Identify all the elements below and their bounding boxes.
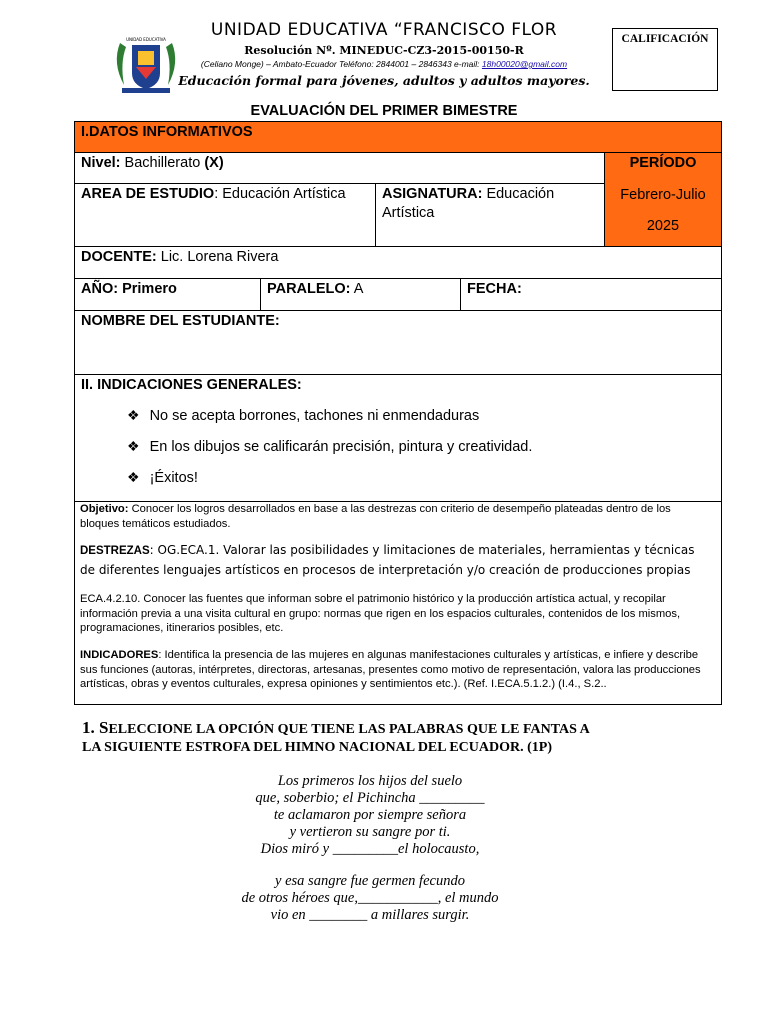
periodo-cell xyxy=(604,152,722,247)
area-cell xyxy=(74,183,376,247)
skills-label: DESTREZAS xyxy=(80,545,150,557)
periodo-label: PERÍODO xyxy=(629,155,697,171)
nivel-label: Nivel: xyxy=(81,155,121,171)
nivel-mark: (X) xyxy=(204,155,224,171)
objective-label: Objetivo: xyxy=(80,503,129,515)
indicators-label: INDICADORES xyxy=(80,649,159,661)
contact-text: (Celiano Monge) – Ambato-Ecuador Teléfono: 2844001 – 2846343 e-mail: xyxy=(200,59,482,69)
poem-stanza-1 xyxy=(0,773,740,858)
logo-text: UNIDAD EDUCATIVA xyxy=(126,37,166,42)
school-logo xyxy=(110,33,182,95)
indicators-text: : Identifica la presencia de las mujeres en algunas manifestaciones culturales y artísticas, e infiere y describe sus funciones (autoras, intérpretes, directoras, artesanas, presentes como motivo de representación, valora las producciones artísticas, obras y eventos culturales, expresa opiniones y sentimientos etc.). (Ref. I.ECA.5.1.2.) (I.4., S.2.. xyxy=(80,649,701,690)
asignatura-cell xyxy=(375,183,605,247)
indication-item: ❖ En los dibujos se calificarán precisión, pintura y creatividad. xyxy=(127,437,532,457)
paralelo-cell xyxy=(260,278,461,311)
indication-item: ❖ No se acepta borrones, tachones ni enmendaduras xyxy=(127,406,479,426)
poem-line: de otros héroes que,___________, el mundo xyxy=(241,890,499,906)
indicators-paragraph xyxy=(80,648,710,692)
periodo-value: Febrero-Julio xyxy=(620,187,706,203)
question-text-line1: ELECCIONE LA OPCIÓN QUE TIENE LAS PALABRAS QUE LE FANTAS A xyxy=(108,722,590,737)
question-1 xyxy=(82,719,702,757)
indication-item: ❖ ¡Éxitos! xyxy=(127,468,198,488)
fecha-cell: FECHA: xyxy=(460,278,722,311)
nivel-value: Bachillerato xyxy=(120,155,205,171)
skills-paragraph xyxy=(80,541,710,580)
section-title-info: I.DATOS INFORMATIVOS xyxy=(74,121,722,153)
nivel-cell xyxy=(74,152,605,184)
poem-line: vio en ________ a millares surgir. xyxy=(270,907,470,923)
poem-line: Los primeros los hijos del suelo xyxy=(277,773,463,789)
evaluation-title: EVALUACIÓN DEL PRIMER BIMESTRE xyxy=(250,103,518,119)
grade-label: CALIFICACIÓN xyxy=(621,33,709,45)
asignatura-value: Educación Artística xyxy=(382,186,555,221)
anio-cell: AÑO: Primero xyxy=(74,278,261,311)
school-name: UNIDAD EDUCATIVA “FRANCISCO FLOR xyxy=(210,20,558,40)
paralelo-label: PARALELO: xyxy=(267,281,351,297)
poem-line: y vertieron su sangre por ti. xyxy=(289,824,451,840)
poem-line: y esa sangre fue germen fecundo xyxy=(275,873,465,889)
grade-box xyxy=(612,28,718,91)
student-name-cell: NOMBRE DEL ESTUDIANTE: xyxy=(74,310,722,375)
docente-value: Lic. Lorena Rivera xyxy=(156,249,279,265)
eca-paragraph: ECA.4.2.10. Conocer las fuentes que informan sobre el patrimonio histórico y la producción artística actual, y recopilar información previa a una visita cultural en grupo: normas que rigen en los espacios culturales, contenidos de los mismos, programaciones, itinerarios posibles, etc. xyxy=(80,593,681,634)
indications-title: II. INDICACIONES GENERALES: xyxy=(81,377,302,393)
poem-line: que, soberbio; el Pichincha _________ xyxy=(255,790,485,806)
question-text-line2: LA SIGUIENTE ESTROFA DEL HIMNO NACIONAL DEL ECUADOR. (1P) xyxy=(82,740,552,755)
periodo-year: 2025 xyxy=(646,218,680,234)
area-value: : Educación Artística xyxy=(214,186,346,202)
email-link[interactable]: 18h00020@gmail.com xyxy=(481,59,568,69)
objective-text: Conocer los logros desarrollados en base a las destrezas con criterio de desempeño plateadas dentro de los bloques temáticos estudiados. xyxy=(80,503,671,530)
objective-paragraph xyxy=(80,502,710,531)
indications-cell xyxy=(74,374,722,502)
school-motto: Educación formal para jóvenes, adultos y adultos mayores. xyxy=(178,73,590,88)
asignatura-label: ASIGNATURA: xyxy=(382,186,483,202)
area-label: AREA DE ESTUDIO xyxy=(81,186,215,202)
question-number: 1. S xyxy=(82,718,109,737)
docente-label: DOCENTE: xyxy=(81,249,157,265)
resolution-number: Resolución Nº. MINEDUC-CZ3-2015-00150-R xyxy=(244,44,524,57)
poem-stanza-2 xyxy=(0,873,740,924)
poem-line: Dios miró y _________el holocausto, xyxy=(260,841,480,857)
paralelo-value: A xyxy=(350,281,364,297)
poem-line: te aclamaron por siempre señora xyxy=(273,807,467,823)
docente-cell xyxy=(74,246,722,279)
skills-text: : OG.ECA.1. Valorar las posibilidades y limitaciones de materiales, herramientas y técnicas de diferentes lenguajes artísticos en procesos de interpretación y/o creación de producciones propias xyxy=(80,543,695,577)
